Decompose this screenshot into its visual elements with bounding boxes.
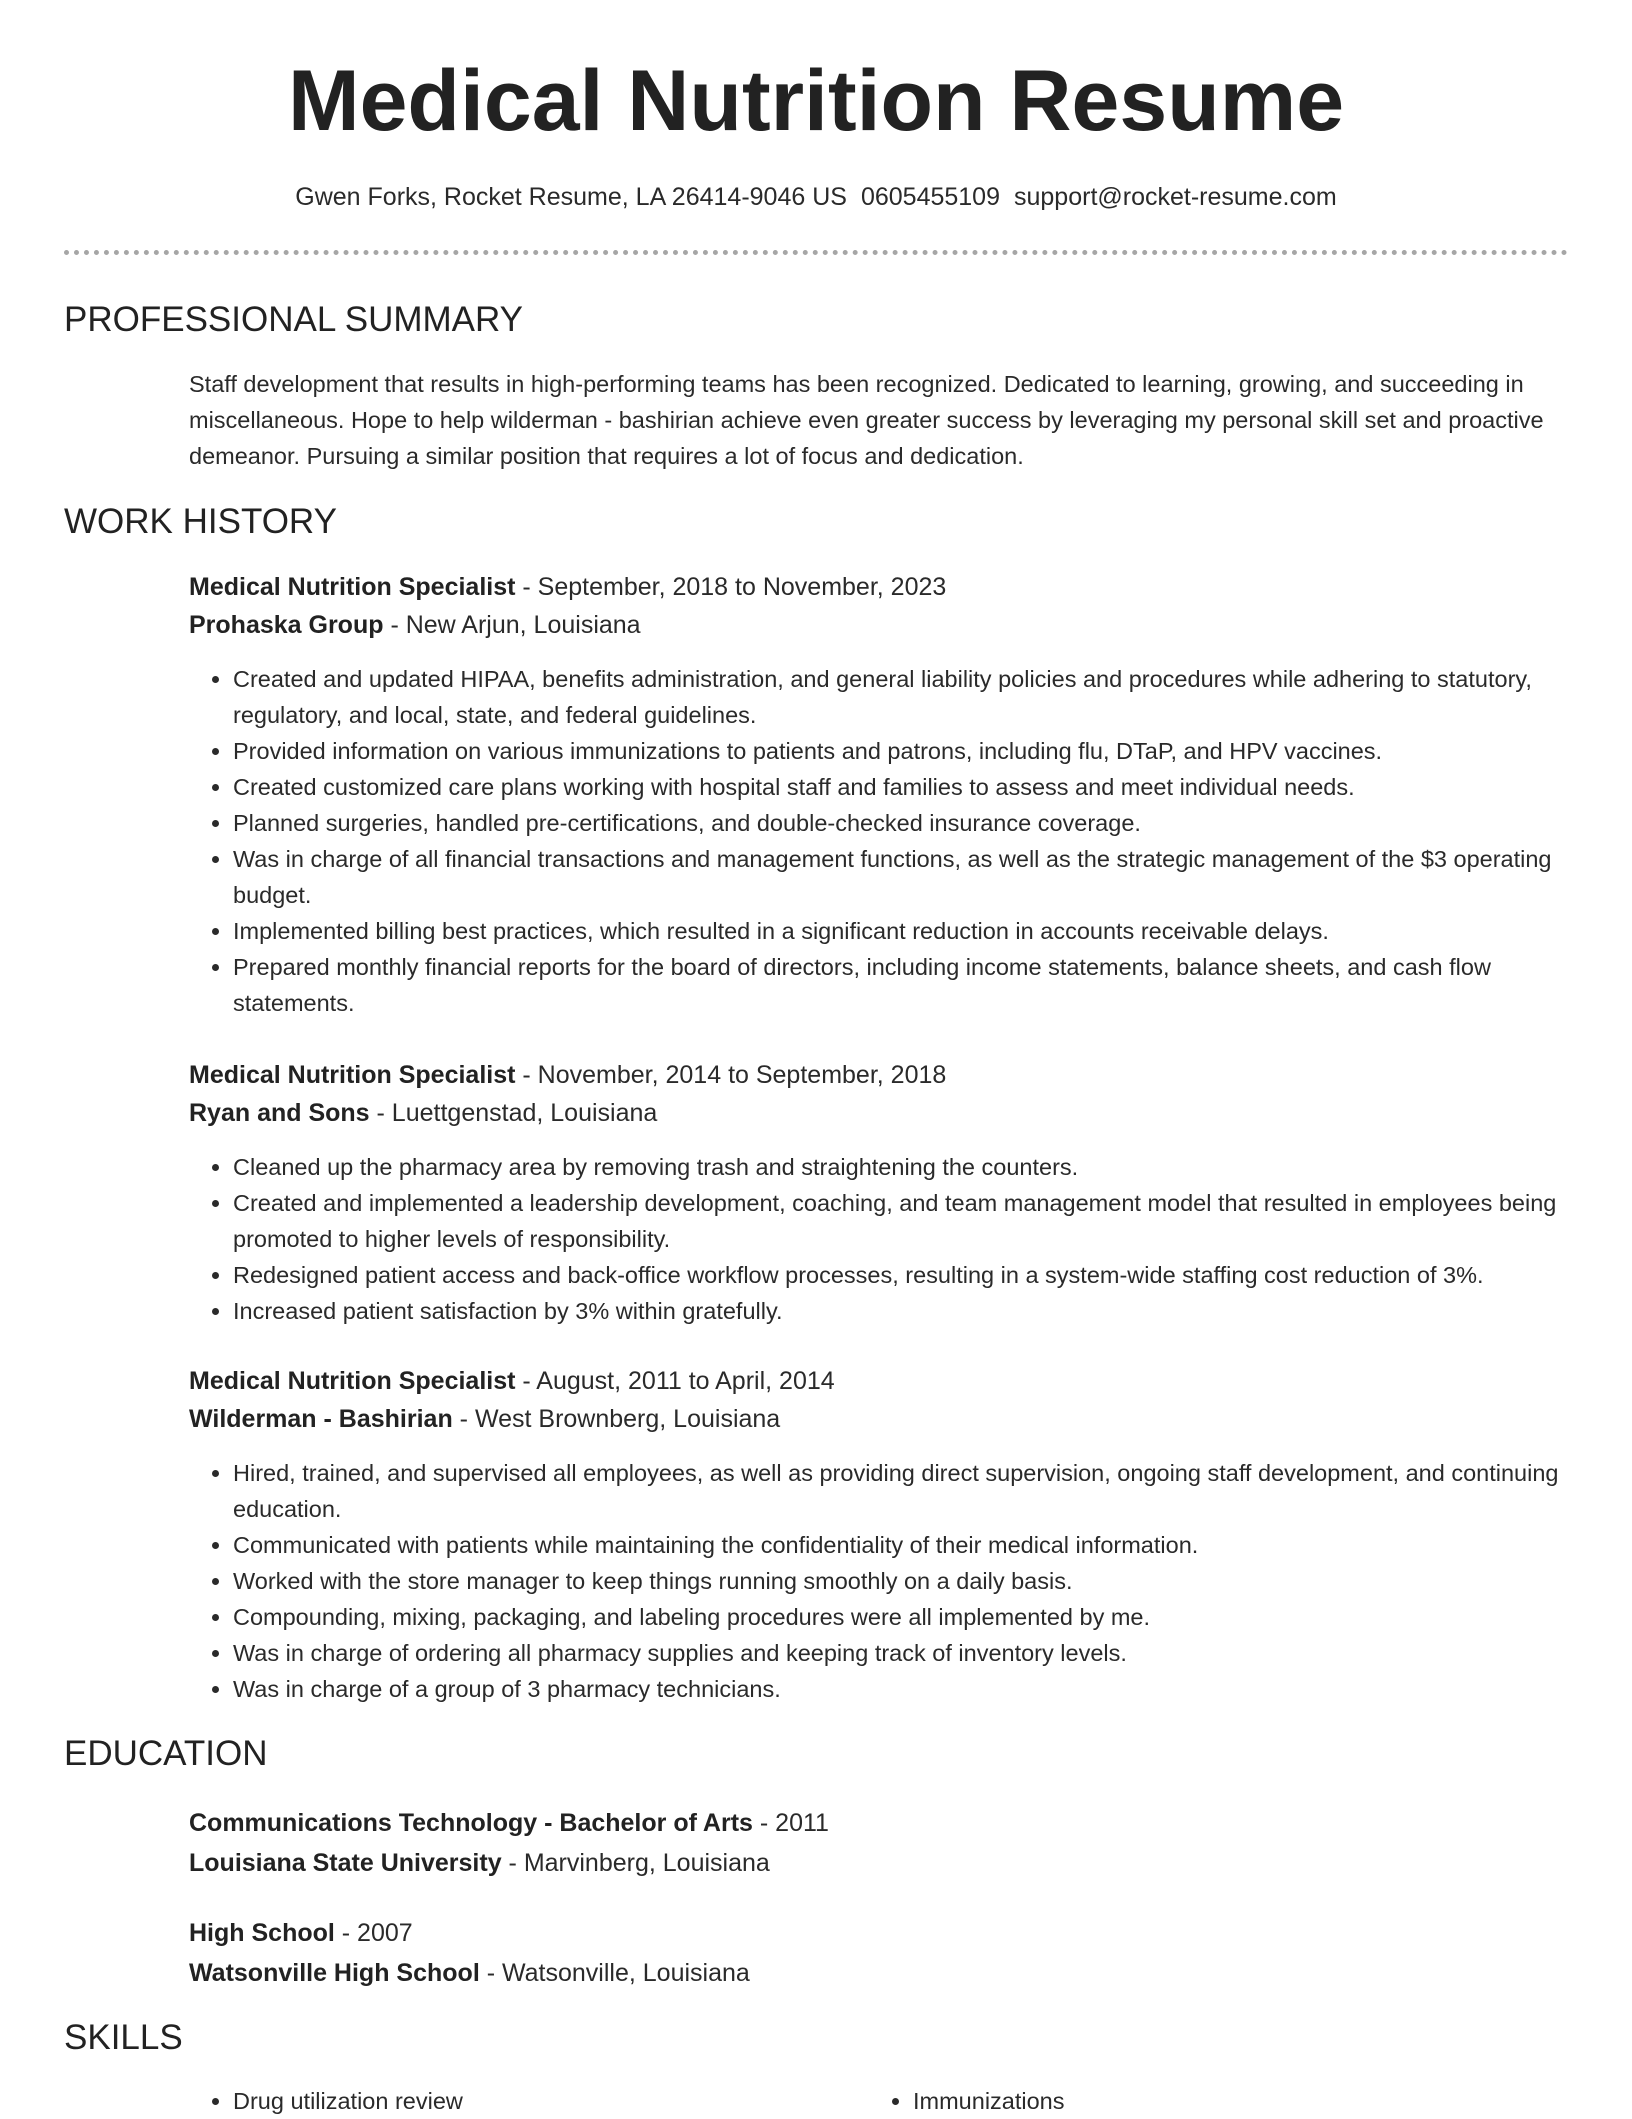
list-item: • Compounding, mixing, packaging, and labeling procedures were all implemented by me. (233, 1599, 1569, 1635)
job-bullets (189, 661, 1569, 1021)
job-title-line (189, 1362, 1569, 1400)
job-entry (189, 1362, 1569, 1438)
list-item: • Created and updated HIPAA, benefits administration, and general liability policies and procedures while adhering to statutory, regulatory, and local, state, and federal guidelines. (233, 661, 1569, 733)
job-location: - West Brownberg, Louisiana (452, 1405, 781, 1433)
list-item: • Redesigned patient access and back-office workflow processes, resulting in a system-wide staffing cost reduction of 3%. (233, 1257, 1569, 1293)
contact-address: Gwen Forks, Rocket Resume, LA 26414-9046 US (295, 183, 847, 211)
job-company-line (189, 606, 1569, 644)
education-degree: Communications Technology - Bachelor of Arts (189, 1809, 753, 1837)
education-year: - 2007 (334, 1919, 413, 1947)
job-dates: - September, 2018 to November, 2023 (515, 573, 947, 601)
list-item: • Was in charge of a group of 3 pharmacy technicians. (233, 1671, 1569, 1707)
job-company-line (189, 1094, 1569, 1132)
summary-heading: PROFESSIONAL SUMMARY (64, 300, 523, 339)
job-location: - New Arjun, Louisiana (383, 611, 641, 639)
job-role: Medical Nutrition Specialist (189, 1061, 516, 1089)
list-item: • Cleaned up the pharmacy area by removing trash and straightening the counters. (233, 1149, 1569, 1185)
job-dates: - August, 2011 to April, 2014 (515, 1367, 835, 1395)
list-item: • Provided information on various immunizations to patients and patrons, including flu, DTaP, and HPV vaccines. (233, 733, 1569, 769)
skills-column-right (869, 2083, 1469, 2119)
job-bullets (189, 1455, 1569, 1707)
education-location: - Watsonville, Louisiana (479, 1959, 750, 1987)
job-company: Wilderman - Bashirian (189, 1405, 453, 1433)
list-item: • Created customized care plans working with hospital staff and families to assess and meet individual needs. (233, 769, 1569, 805)
contact-phone: 0605455109 (860, 183, 1000, 211)
education-location: - Marvinberg, Louisiana (501, 1849, 770, 1877)
work-history-heading: WORK HISTORY (64, 502, 337, 541)
job-entry (189, 568, 1569, 644)
list-item: • Was in charge of ordering all pharmacy supplies and keeping track of inventory levels. (233, 1635, 1569, 1671)
education-entry (189, 1914, 1569, 1992)
list-item: • Communicated with patients while maintaining the confidentiality of their medical information. (233, 1527, 1569, 1563)
summary-text: Staff development that results in high-performing teams has been recognized. Dedicated to learning, growing, and succeeding in miscellaneous. Hope to help wilderman - bashirian achieve even greater success by leveraging my personal skill set and proactive demeanor. Pursuing a similar position that requires a lot of focus and dedication. (189, 371, 1544, 469)
list-item: • Planned surgeries, handled pre-certifications, and double-checked insurance coverage. (233, 805, 1569, 841)
job-role: Medical Nutrition Specialist (189, 573, 516, 601)
job-company: Prohaska Group (189, 611, 384, 639)
skills-column-left (189, 2083, 789, 2119)
list-item: • Increased patient satisfaction by 3% within gratefully. (233, 1293, 1569, 1329)
education-year: - 2011 (752, 1809, 829, 1837)
resume-title: Medical Nutrition Resume (287, 53, 1345, 149)
job-dates: - November, 2014 to September, 2018 (515, 1061, 947, 1089)
list-item: • Implemented billing best practices, which resulted in a significant reduction in accounts receivable delays. (233, 913, 1569, 949)
job-company-line (189, 1400, 1569, 1438)
education-degree-line (189, 1804, 1569, 1842)
education-degree: High School (189, 1919, 335, 1947)
job-location: - Luettgenstad, Louisiana (369, 1099, 658, 1127)
contact-line (0, 183, 1632, 212)
job-company: Ryan and Sons (189, 1099, 370, 1127)
skill-item: • Drug utilization review (233, 2083, 789, 2119)
list-item: • Created and implemented a leadership development, coaching, and team management model that resulted in employees being promoted to higher levels of responsibility. (233, 1185, 1569, 1257)
contact-email: support@rocket-resume.com (1014, 183, 1337, 211)
education-school: Watsonville High School (189, 1959, 480, 1987)
list-item: • Was in charge of all financial transactions and management functions, as well as the strategic management of the $3 operating budget. (233, 841, 1569, 913)
list-item: • Prepared monthly financial reports for the board of directors, including income statements, balance sheets, and cash flow statements. (233, 949, 1569, 1021)
header-divider (64, 250, 1568, 255)
job-bullets (189, 1149, 1569, 1329)
education-heading: EDUCATION (64, 1734, 268, 1773)
list-item: • Hired, trained, and supervised all employees, as well as providing direct supervision, ongoing staff development, and continuing education. (233, 1455, 1569, 1527)
education-school-line (189, 1844, 1569, 1882)
job-title-line (189, 1056, 1569, 1094)
job-role: Medical Nutrition Specialist (189, 1367, 516, 1395)
skills-heading: SKILLS (64, 2018, 183, 2057)
skill-item: • Immunizations (913, 2083, 1469, 2119)
job-entry (189, 1056, 1569, 1132)
job-title-line (189, 568, 1569, 606)
list-item: • Worked with the store manager to keep things running smoothly on a daily basis. (233, 1563, 1569, 1599)
education-school-line (189, 1954, 1569, 1992)
education-degree-line (189, 1914, 1569, 1952)
education-entry (189, 1804, 1569, 1882)
education-school: Louisiana State University (189, 1849, 502, 1877)
